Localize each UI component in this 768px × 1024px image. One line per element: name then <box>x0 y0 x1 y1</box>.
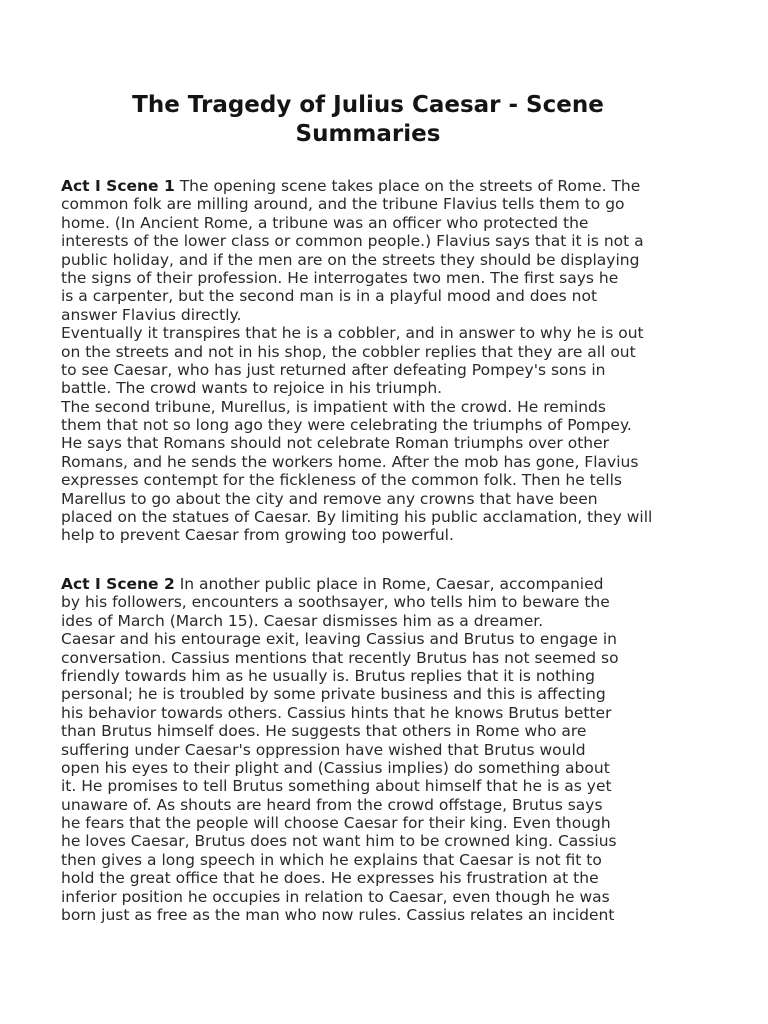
paragraph-text: In another public place in Rome, Caesar, accompanied <box>179 575 604 593</box>
text-line: to see Caesar, who has just returned after defeating Pompey's sons in <box>61 360 606 379</box>
text-line: interests of the lower class or common people.) Flavius says that it is not a <box>61 232 644 251</box>
text-line: the signs of their profession. He interrogates two men. The first says he <box>61 268 619 287</box>
text-line: by his followers, encounters a soothsayer, who tells him to beware the <box>61 593 610 612</box>
text-line: suffering under Caesar's oppression have wished that Brutus would <box>61 740 586 759</box>
text-line: on the streets and not in his shop, the cobbler replies that they are all out <box>61 342 636 361</box>
text-line: he loves Caesar, Brutus does not want him to be crowned king. Cassius <box>61 832 617 851</box>
text-line: it. He promises to tell Brutus something about himself that he is as yet <box>61 777 612 796</box>
text-line: home. (In Ancient Rome, a tribune was an officer who protected the <box>61 213 589 232</box>
section-first-line <box>61 575 619 593</box>
title-line: Summaries <box>295 121 441 147</box>
text-line: hold the great office that he does. He expresses his frustration at the <box>61 869 599 888</box>
paragraph-text: The opening scene takes place on the streets of Rome. The <box>179 177 641 195</box>
text-line: help to prevent Caesar from growing too powerful. <box>61 526 454 545</box>
text-line: his behavior towards others. Cassius hints that he knows Brutus better <box>61 703 612 722</box>
text-line: Marellus to go about the city and remove any crowns that have been <box>61 489 598 508</box>
text-line: public holiday, and if the men are on the streets they should be displaying <box>61 250 640 269</box>
text-line: placed on the statues of Caesar. By limiting his public acclamation, they will <box>61 508 653 527</box>
text-line: inferior position he occupies in relation to Caesar, even though he was <box>61 887 610 906</box>
title-line: The Tragedy of Julius Caesar - Scene <box>132 92 604 118</box>
text-line: ides of March (March 15). Caesar dismisses him as a dreamer. <box>61 611 544 630</box>
text-line: personal; he is troubled by some private business and this is affecting <box>61 685 606 704</box>
section-first-line <box>61 177 652 195</box>
text-line: Caesar and his entourage exit, leaving Cassius and Brutus to engage in <box>61 630 617 649</box>
text-line: battle. The crowd wants to rejoice in his triumph. <box>61 379 443 398</box>
text-line: common folk are milling around, and the tribune Flavius tells them to go <box>61 195 625 214</box>
text-line: born just as free as the man who now rules. Cassius relates an incident <box>61 906 615 925</box>
text-line: conversation. Cassius mentions that recently Brutus has not seemed so <box>61 648 619 667</box>
text-line: Eventually it transpires that he is a cobbler, and in answer to why he is out <box>61 324 644 343</box>
text-line: He says that Romans should not celebrate Roman triumphs over other <box>61 434 610 453</box>
text-line: them that not so long ago they were celebrating the triumphs of Pompey. <box>61 416 632 435</box>
text-line: Romans, and he sends the workers home. After the mob has gone, Flavius <box>61 452 639 471</box>
text-line: is a carpenter, but the second man is in a playful mood and does not <box>61 287 598 306</box>
scene-heading: Act I Scene 2 <box>61 575 175 593</box>
text-line: expresses contempt for the fickleness of the common folk. Then he tells <box>61 471 622 490</box>
text-line: then gives a long speech in which he explains that Caesar is not fit to <box>61 850 602 869</box>
scene-heading: Act I Scene 1 <box>61 177 175 195</box>
section-act-1-scene-2 <box>61 575 619 924</box>
document-title <box>60 91 676 149</box>
text-line: answer Flavius directly. <box>61 305 242 324</box>
text-line: The second tribune, Murellus, is impatient with the crowd. He reminds <box>61 397 606 416</box>
text-line: than Brutus himself does. He suggests that others in Rome who are <box>61 722 587 741</box>
text-line: unaware of. As shouts are heard from the crowd offstage, Brutus says <box>61 795 603 814</box>
section-act-1-scene-1 <box>61 177 652 545</box>
text-line: he fears that the people will choose Caesar for their king. Even though <box>61 814 611 833</box>
text-line: friendly towards him as he usually is. Brutus replies that it is nothing <box>61 666 596 685</box>
text-line: open his eyes to their plight and (Cassius implies) do something about <box>61 758 610 777</box>
